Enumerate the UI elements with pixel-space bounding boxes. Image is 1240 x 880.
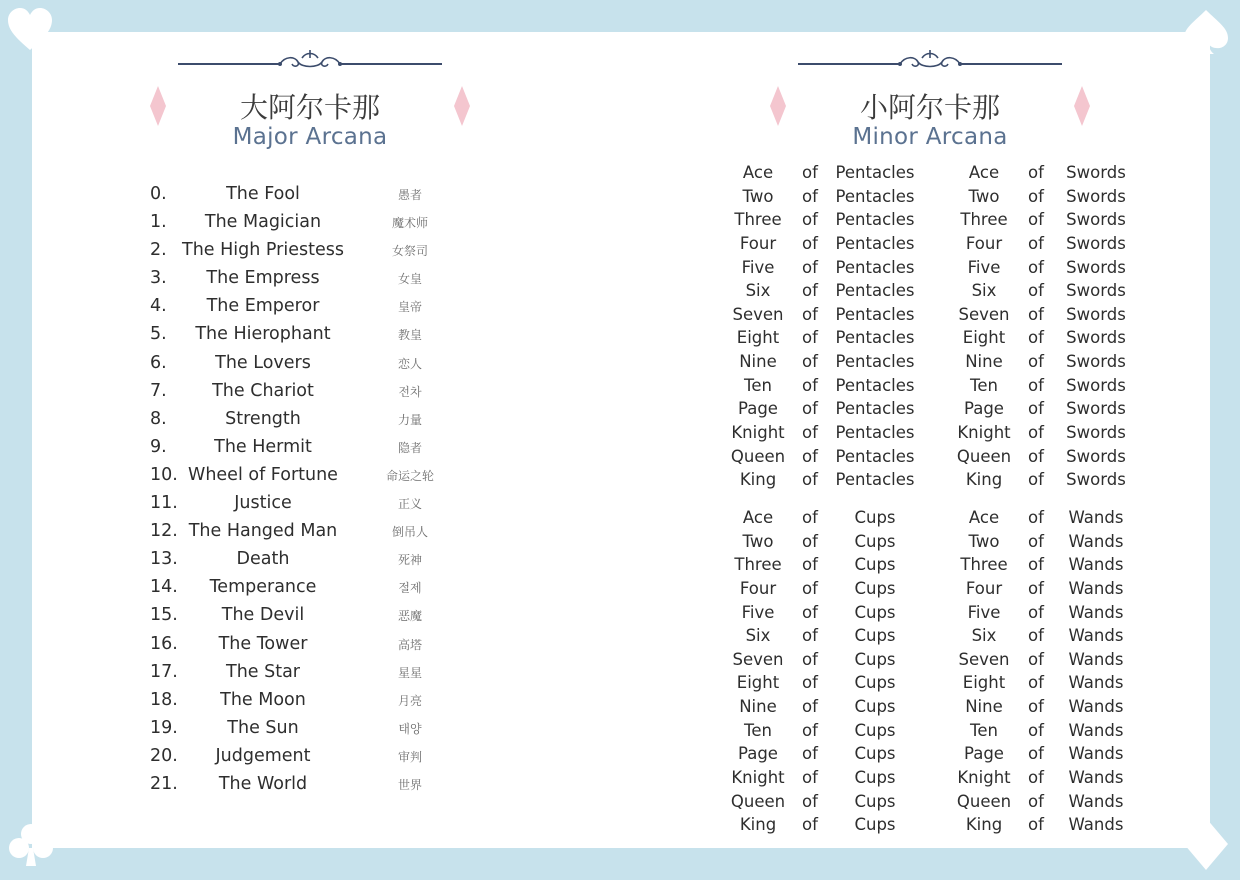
major-card-row xyxy=(140,743,460,771)
of-word: of xyxy=(802,210,818,230)
minor-card-row xyxy=(724,624,1144,648)
of-word: of xyxy=(802,399,818,419)
card-suit: Cups xyxy=(854,791,896,811)
card-rank: Two xyxy=(968,186,1000,206)
of-word: of xyxy=(1028,352,1044,372)
card-rank: Knight xyxy=(957,423,1011,443)
of-word: of xyxy=(802,531,818,551)
of-word: of xyxy=(1028,470,1044,490)
major-card-row xyxy=(140,602,460,630)
card-rank: Two xyxy=(742,531,774,551)
major-card-row xyxy=(140,321,460,349)
of-word: of xyxy=(802,257,818,277)
of-word: of xyxy=(802,578,818,598)
minor-card-row xyxy=(724,374,1144,398)
card-number: 4. xyxy=(150,296,167,317)
card-name: The High Priestess xyxy=(182,240,344,261)
card-rank: Eight xyxy=(736,673,780,693)
major-card-row xyxy=(140,265,460,293)
major-card-row xyxy=(140,293,460,321)
card-suit: Cups xyxy=(854,815,896,835)
minor-card-row xyxy=(724,161,1144,185)
major-card-row xyxy=(140,350,460,378)
card-rank: Two xyxy=(968,531,1000,551)
card-rank: Page xyxy=(738,399,778,419)
of-word: of xyxy=(802,649,818,669)
card-number: 13. xyxy=(150,549,178,570)
minor-title-cn: 小阿尔卡那 xyxy=(859,91,1000,124)
minor-card-row xyxy=(724,185,1144,209)
card-name-cn: 正义 xyxy=(397,497,422,512)
card-number: 15. xyxy=(150,605,178,626)
card-rank: Five xyxy=(967,602,1001,622)
card-name: The Hierophant xyxy=(195,324,331,345)
card-rank: Knight xyxy=(957,768,1011,788)
minor-card-row xyxy=(724,790,1144,814)
card-name: The Tower xyxy=(218,633,308,654)
card-rank: Ten xyxy=(970,375,998,395)
card-suit: Pentacles xyxy=(835,163,915,182)
major-card-row xyxy=(140,378,460,406)
card-name: The Devil xyxy=(221,605,305,626)
card-rank: Queen xyxy=(956,446,1012,466)
card-suit: Cups xyxy=(854,744,896,764)
card-rank: Seven xyxy=(732,304,784,324)
card-suit: Pentacles xyxy=(835,423,915,443)
card-suit: Wands xyxy=(1068,578,1124,598)
card-suit: Swords xyxy=(1066,399,1126,419)
card-suit: Swords xyxy=(1066,423,1126,443)
card-rank: Queen xyxy=(730,791,786,811)
of-word: of xyxy=(1028,304,1044,324)
card-name: The Star xyxy=(226,661,300,682)
major-card-row xyxy=(140,631,460,659)
of-word: of xyxy=(1028,555,1044,575)
of-word: of xyxy=(1028,281,1044,301)
card-suit: Cups xyxy=(854,578,896,598)
of-word: of xyxy=(802,626,818,646)
card-rank: Six xyxy=(971,281,997,301)
minor-card-row xyxy=(724,326,1144,350)
card-name-cn: 愚者 xyxy=(397,188,422,202)
minor-card-row xyxy=(724,553,1144,577)
minor-card-row xyxy=(724,506,1144,530)
card-name-cn: 教皇 xyxy=(397,328,422,343)
card-suit: Cups xyxy=(854,768,896,788)
of-word: of xyxy=(1028,163,1044,182)
card-rank: Three xyxy=(960,555,1008,575)
major-card-row xyxy=(140,546,460,574)
card-suit: Wands xyxy=(1068,744,1124,764)
card-rank: Queen xyxy=(730,446,786,466)
card-rank: Nine xyxy=(965,352,1003,372)
card-suit: Pentacles xyxy=(835,328,915,348)
card-suit: Pentacles xyxy=(835,352,915,372)
major-title-cn: 大阿尔卡那 xyxy=(239,91,380,124)
card-suit: Swords xyxy=(1066,352,1126,372)
card-rank: Six xyxy=(745,281,771,301)
card-suit: Pentacles xyxy=(835,257,915,277)
of-word: of xyxy=(802,446,818,466)
card-name: The Fool xyxy=(226,184,300,204)
card-number: 9. xyxy=(150,436,167,457)
card-name-cn: 女皇 xyxy=(397,272,422,287)
card-rank: Six xyxy=(745,626,771,646)
of-word: of xyxy=(802,375,818,395)
minor-card-row xyxy=(724,601,1144,625)
card-name: Wheel of Fortune xyxy=(188,464,338,485)
card-name: The Magician xyxy=(204,212,322,233)
card-rank: Seven xyxy=(732,649,784,669)
card-name-cn: 皇帝 xyxy=(397,300,422,315)
card-name: Judgement xyxy=(215,745,311,766)
card-suit: Pentacles xyxy=(835,375,915,395)
minor-card-row xyxy=(724,421,1144,445)
minor-card-row xyxy=(724,397,1144,421)
card-number: 21. xyxy=(150,773,178,794)
minor-card-row xyxy=(724,208,1144,232)
card-name-cn: 隐者 xyxy=(397,440,422,455)
of-word: of xyxy=(802,233,818,253)
card-name: The Sun xyxy=(227,717,299,738)
card-rank: Page xyxy=(738,744,778,764)
card-rank: Page xyxy=(964,399,1004,419)
of-word: of xyxy=(1028,673,1044,693)
card-name-cn: 力量 xyxy=(397,412,422,427)
minor-card-row xyxy=(724,279,1144,303)
club-icon xyxy=(8,822,54,868)
card-number: 20. xyxy=(150,745,178,766)
of-word: of xyxy=(802,815,818,835)
major-card-row xyxy=(140,209,460,237)
of-word: of xyxy=(1028,423,1044,443)
of-word: of xyxy=(802,791,818,811)
card-rank: Five xyxy=(741,257,775,277)
minor-card-row xyxy=(724,468,1144,492)
card-name-cn: 星星 xyxy=(397,665,422,680)
of-word: of xyxy=(802,673,818,693)
card-suit: Cups xyxy=(854,555,896,575)
card-number: 1. xyxy=(150,212,167,233)
minor-card-row xyxy=(724,671,1144,695)
card-suit: Pentacles xyxy=(835,446,915,466)
of-word: of xyxy=(1028,233,1044,253)
card-name-cn: 审判 xyxy=(397,749,422,764)
card-name: The Moon xyxy=(220,689,306,710)
minor-card-row xyxy=(724,695,1144,719)
card-rank: Ten xyxy=(744,720,772,740)
major-card-row xyxy=(140,771,460,799)
card-suit: Wands xyxy=(1068,649,1124,669)
of-word: of xyxy=(802,163,818,182)
of-word: of xyxy=(802,304,818,324)
card-name-cn: 女祭司 xyxy=(391,244,428,259)
card-rank: Four xyxy=(739,233,777,253)
major-card-row xyxy=(140,181,460,209)
card-suit: Wands xyxy=(1068,673,1124,693)
of-word: of xyxy=(1028,815,1044,835)
card-suit: Cups xyxy=(854,602,896,622)
card-suit: Pentacles xyxy=(835,210,915,230)
card-suit: Swords xyxy=(1066,328,1126,348)
card-rank: Three xyxy=(734,210,782,230)
minor-arcana-pentacles-swords xyxy=(724,161,1144,492)
card-suit: Cups xyxy=(854,697,896,717)
of-word: of xyxy=(802,186,818,206)
card-rank: Knight xyxy=(731,768,785,788)
card-number: 3. xyxy=(150,268,167,289)
of-word: of xyxy=(1028,649,1044,669)
card-rank: King xyxy=(739,470,777,490)
minor-card-row xyxy=(724,256,1144,280)
card-suit: Wands xyxy=(1068,555,1124,575)
minor-arcana-header xyxy=(770,46,1090,156)
heart-icon xyxy=(6,6,54,54)
card-suit: Swords xyxy=(1066,257,1126,277)
of-word: of xyxy=(1028,508,1044,527)
card-rank: Ten xyxy=(744,375,772,395)
card-name: Strength xyxy=(225,408,301,429)
card-suit: Pentacles xyxy=(835,304,915,324)
card-rank: King xyxy=(739,815,777,835)
of-word: of xyxy=(1028,210,1044,230)
card-number: 12. xyxy=(150,521,178,542)
card-name-cn: 恋人 xyxy=(397,356,422,371)
card-rank: Two xyxy=(742,186,774,206)
of-word: of xyxy=(1028,399,1044,419)
major-card-row xyxy=(140,659,460,687)
card-rank: Nine xyxy=(739,697,777,717)
card-rank: Ace xyxy=(968,508,1000,527)
card-suit: Wands xyxy=(1068,815,1124,835)
of-word: of xyxy=(802,697,818,717)
card-rank: Eight xyxy=(962,673,1006,693)
card-rank: Nine xyxy=(965,697,1003,717)
of-word: of xyxy=(1028,578,1044,598)
card-name-cn: 전차 xyxy=(398,384,422,399)
card-suit: Pentacles xyxy=(835,186,915,206)
spade-icon xyxy=(1182,8,1230,56)
card-rank: Three xyxy=(734,555,782,575)
card-rank: Six xyxy=(971,626,997,646)
card-name: The Chariot xyxy=(212,380,314,401)
minor-card-row xyxy=(724,742,1144,766)
card-rank: Four xyxy=(965,233,1003,253)
major-arcana-list xyxy=(140,181,460,799)
card-suit: Pentacles xyxy=(835,470,915,490)
card-number: 18. xyxy=(150,689,178,710)
card-name: The Lovers xyxy=(215,352,311,373)
of-word: of xyxy=(1028,791,1044,811)
card-name: The Hanged Man xyxy=(188,521,338,542)
card-suit: Wands xyxy=(1068,602,1124,622)
card-number: 19. xyxy=(150,717,178,738)
card-name-cn: 命运之轮 xyxy=(385,468,434,483)
card-rank: Seven xyxy=(958,649,1010,669)
card-suit: Swords xyxy=(1066,446,1126,466)
card-name-cn: 世界 xyxy=(397,777,422,792)
card-number: 17. xyxy=(150,661,178,682)
of-word: of xyxy=(802,508,818,527)
minor-card-row xyxy=(724,303,1144,327)
card-suit: Cups xyxy=(854,720,896,740)
of-word: of xyxy=(1028,626,1044,646)
minor-arcana-cups-wands xyxy=(724,506,1144,837)
card-suit: Swords xyxy=(1066,233,1126,253)
card-name-cn: 死神 xyxy=(397,553,422,568)
card-rank: Ten xyxy=(970,720,998,740)
major-card-row xyxy=(140,490,460,518)
card-name: The Empress xyxy=(206,268,320,289)
major-card-row xyxy=(140,462,460,490)
card-rank: Nine xyxy=(739,352,777,372)
card-suit: Pentacles xyxy=(835,399,915,419)
card-suit: Swords xyxy=(1066,186,1126,206)
card-number: 10. xyxy=(150,464,178,485)
major-card-row xyxy=(140,237,460,265)
card-suit: Pentacles xyxy=(835,281,915,301)
card-rank: Four xyxy=(965,578,1003,598)
diamond-icon xyxy=(1182,816,1230,872)
card-suit: Wands xyxy=(1068,626,1124,646)
card-suit: Swords xyxy=(1066,210,1126,230)
card-suit: Cups xyxy=(854,531,896,551)
card-suit: Swords xyxy=(1066,304,1126,324)
card-suit: Wands xyxy=(1068,791,1124,811)
card-number: 5. xyxy=(150,324,167,345)
of-word: of xyxy=(1028,744,1044,764)
card-suit: Swords xyxy=(1066,375,1126,395)
card-name-cn: 高塔 xyxy=(397,637,422,652)
card-suit: Swords xyxy=(1066,281,1126,301)
card-number: 16. xyxy=(150,633,178,654)
minor-card-row xyxy=(724,719,1144,743)
of-word: of xyxy=(802,768,818,788)
card-name: The Emperor xyxy=(206,296,320,317)
minor-card-row xyxy=(724,648,1144,672)
card-suit: Pentacles xyxy=(835,233,915,253)
card-rank: Ace xyxy=(742,163,774,182)
minor-card-row xyxy=(724,577,1144,601)
minor-card-row xyxy=(724,530,1144,554)
card-name: Temperance xyxy=(209,577,317,598)
major-arcana-header xyxy=(150,46,470,156)
card-rank: Queen xyxy=(956,791,1012,811)
of-word: of xyxy=(802,328,818,348)
card-name-cn: 절제 xyxy=(398,581,422,596)
card-suit: Swords xyxy=(1066,163,1126,182)
card-rank: Five xyxy=(741,602,775,622)
of-word: of xyxy=(1028,697,1044,717)
of-word: of xyxy=(1028,768,1044,788)
of-word: of xyxy=(802,281,818,301)
card-suit: Wands xyxy=(1068,768,1124,788)
minor-title-en: Minor Arcana xyxy=(852,124,1008,150)
card-suit: Cups xyxy=(854,626,896,646)
card-rank: Eight xyxy=(962,328,1006,348)
of-word: of xyxy=(1028,720,1044,740)
of-word: of xyxy=(802,602,818,622)
of-word: of xyxy=(802,423,818,443)
card-suit: Wands xyxy=(1068,508,1124,527)
card-name: The Hermit xyxy=(214,436,312,457)
card-suit: Cups xyxy=(854,673,896,693)
of-word: of xyxy=(1028,375,1044,395)
card-rank: Ace xyxy=(968,163,1000,182)
of-word: of xyxy=(1028,186,1044,206)
minor-card-row xyxy=(724,766,1144,790)
card-name-cn: 恶魔 xyxy=(397,609,422,624)
major-card-row xyxy=(140,574,460,602)
scroll-ornament-icon xyxy=(170,46,450,76)
card-suit: Cups xyxy=(854,649,896,669)
card-name: Death xyxy=(236,549,290,570)
card-suit: Wands xyxy=(1068,697,1124,717)
card-rank: Three xyxy=(960,210,1008,230)
minor-card-row xyxy=(724,350,1144,374)
of-word: of xyxy=(1028,531,1044,551)
of-word: of xyxy=(1028,328,1044,348)
card-rank: Four xyxy=(739,578,777,598)
major-title-en: Major Arcana xyxy=(232,124,388,150)
card-name-cn: 月亮 xyxy=(397,693,422,708)
of-word: of xyxy=(1028,446,1044,466)
card-number: 7. xyxy=(150,380,167,401)
major-card-row xyxy=(140,687,460,715)
card-number: 2. xyxy=(150,240,167,261)
card-number: 11. xyxy=(150,493,178,514)
of-word: of xyxy=(802,352,818,372)
of-word: of xyxy=(802,555,818,575)
card-name-cn: 倒吊人 xyxy=(391,525,428,540)
card-rank: Seven xyxy=(958,304,1010,324)
major-card-row xyxy=(140,518,460,546)
card-suit: Wands xyxy=(1068,531,1124,551)
card-number: 8. xyxy=(150,408,167,429)
card-number: 14. xyxy=(150,577,178,598)
card-suit: Wands xyxy=(1068,720,1124,740)
of-word: of xyxy=(802,720,818,740)
card-rank: King xyxy=(965,815,1003,835)
card-number: 0. xyxy=(150,184,167,204)
of-word: of xyxy=(802,470,818,490)
of-word: of xyxy=(802,744,818,764)
major-card-row xyxy=(140,406,460,434)
card-rank: Ace xyxy=(742,508,774,527)
minor-card-row xyxy=(724,813,1144,837)
card-rank: Knight xyxy=(731,423,785,443)
of-word: of xyxy=(1028,257,1044,277)
card-name: The World xyxy=(218,773,308,794)
of-word: of xyxy=(1028,602,1044,622)
card-rank: Eight xyxy=(736,328,780,348)
card-number: 6. xyxy=(150,352,167,373)
major-card-row xyxy=(140,715,460,743)
card-rank: Page xyxy=(964,744,1004,764)
minor-card-row xyxy=(724,445,1144,469)
card-suit: Cups xyxy=(854,508,896,527)
card-name-cn: 魔术师 xyxy=(391,216,428,231)
card-name: Justice xyxy=(234,493,292,514)
card-rank: King xyxy=(965,470,1003,490)
scroll-ornament-icon xyxy=(790,46,1070,76)
major-card-row xyxy=(140,434,460,462)
minor-card-row xyxy=(724,232,1144,256)
card-suit: Swords xyxy=(1066,470,1126,490)
card-name-cn: 태양 xyxy=(398,721,422,736)
card-rank: Five xyxy=(967,257,1001,277)
